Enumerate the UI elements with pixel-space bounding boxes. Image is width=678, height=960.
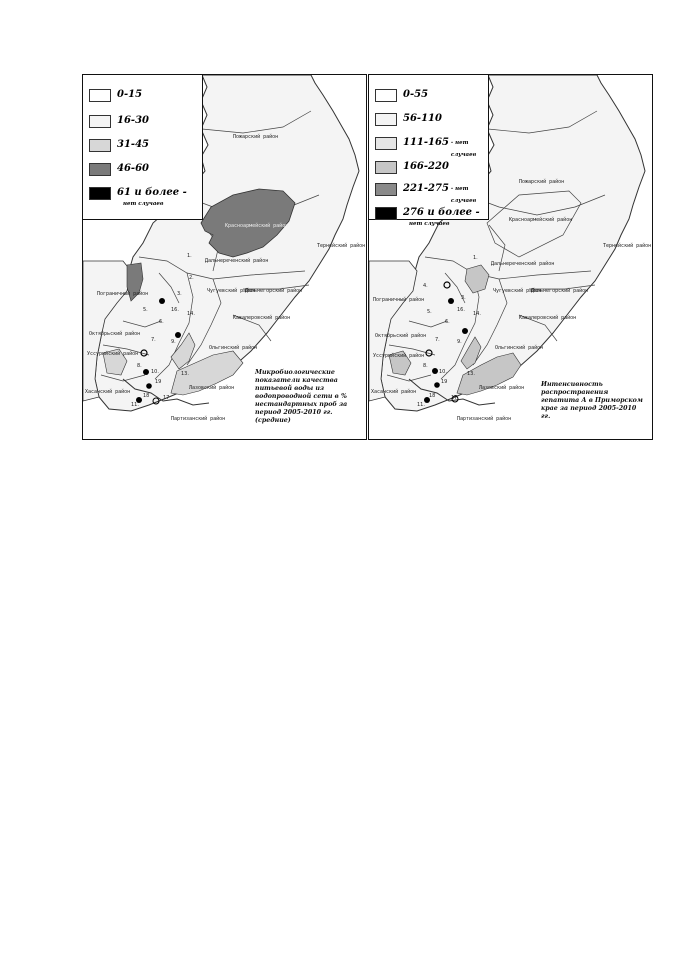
water-quality-map [82,74,367,440]
legend-note: - нет случаев [450,140,477,158]
district-label: Хасанский район [85,389,131,395]
legend-swatch [375,183,397,196]
district-number: 19 [155,379,162,385]
district-label: Пограничный район [373,297,425,303]
legend-label: 31-45 [117,139,149,150]
district-number: 9. [457,339,462,345]
district-number: 16. [457,307,465,313]
legend-label: 16-30 [117,115,149,126]
legend-swatch [89,89,111,102]
hepatitis-a-map [368,74,653,440]
district-number: 17 [163,395,170,401]
legend-item [375,137,488,158]
map-caption: Интенсивность распространения гепатита А в Приморском крае за период 2005-2010 гг. [541,381,643,420]
district-label: Дальнереченский район [491,261,555,267]
legend-swatch [89,139,111,152]
district-label: Кавалеровский район [519,315,577,321]
district-label: Кавалеровский район [233,315,291,321]
district-number: 5. [143,307,148,313]
district-label: Хасанский район [371,389,417,395]
legend-swatch [89,163,111,176]
legend-note: - нет случаев [450,186,477,204]
district-label: Октябрьский район [375,333,427,339]
district-label: Лазовский район [479,385,525,391]
district-number: 5. [427,309,432,315]
district-number: 7. [435,337,440,343]
legend-swatch [375,161,397,174]
legend-item [375,161,449,175]
district-label: Пожарский район [233,134,279,140]
district-number: 10. [439,369,447,375]
district-number: 13. [467,371,475,377]
district-number: 14. [187,311,195,317]
district-label: Дальнегорский район [531,288,589,294]
legend-label: 111-165 [403,137,449,148]
legend-item [89,163,149,177]
district-number: 7. [151,337,156,343]
legend-item [375,89,428,103]
district-label: Лазовский район [189,385,235,391]
district-number: 4. [423,283,428,289]
district-number: 3. [177,291,182,297]
district-number: 13. [181,371,189,377]
legend-item [375,207,480,221]
district-label: Партизанский район [457,416,512,422]
district-label: Чугуевский район [207,288,256,294]
district-number: 9. [171,339,176,345]
district-label: Тернейский район [317,243,366,249]
district-number: 6. [159,319,164,325]
district-number: 14. [473,311,481,317]
district-number: 1. [473,255,478,261]
district-label: Дальнереченский район [205,258,269,264]
legend-label: 166-220 [403,161,449,172]
district-label: Уссурийский район [373,353,425,359]
district-label: Партизанский район [171,416,226,422]
legend-note: нет случаев [123,201,164,207]
legend-swatch [375,113,397,126]
district-label: Тернейский район [603,243,652,249]
map-caption: Микробиологические показатели качества питьевой воды из водопроводной сети в % нестандартных проб за период 2005-2010 гг. (средние) [255,369,348,424]
district-number: 18 [143,393,150,399]
legend-swatch [375,89,397,102]
district-number: 6. [445,319,450,325]
legend-item [89,115,149,129]
district-number: 10. [151,369,159,375]
district-label: Дальнегорский район [245,288,303,294]
district-label: Пожарский район [519,179,565,185]
district-number: 11. [417,402,425,408]
legend-item [89,89,142,103]
legend [369,75,489,220]
legend-swatch [89,187,111,200]
district-label: Ольгинский район [209,345,258,351]
legend-swatch [89,115,111,128]
legend [83,75,203,220]
district-label: Красноармейский район [225,223,289,229]
legend-swatch [375,207,397,220]
legend-item [375,113,442,127]
legend-label: 61 и более - [117,187,187,198]
district-label: Пограничный район [97,291,149,297]
legend-item [375,183,488,204]
legend-label: 0-15 [117,89,143,100]
district-label: Чугуевский район [493,288,542,294]
legend-label: 0-55 [403,89,429,100]
legend-label: 276 и более - [403,207,480,218]
district-number: 3. [461,295,466,301]
district-number: 2. [189,275,194,281]
district-number: 8. [137,363,142,369]
district-label: Уссурийский район [87,351,139,357]
district-number: 8. [423,363,428,369]
district-number: 1. [187,253,192,259]
legend-note: нет случаев [409,221,450,227]
district-number: 16. [171,307,179,313]
legend-swatch [375,137,397,150]
district-number: 11. [131,402,139,408]
legend-label: 46-60 [117,163,149,174]
legend-item [89,139,149,153]
district-label: Ольгинский район [495,345,544,351]
district-number: 19 [441,379,448,385]
district-label: Красноармейский район [509,217,573,223]
legend-item [89,187,187,201]
district-number: 18 [429,393,436,399]
legend-label: 221-275 [403,183,449,194]
district-number: 17 [451,395,458,401]
district-label: Октябрьский район [89,331,141,337]
legend-label: 56-110 [403,113,442,124]
